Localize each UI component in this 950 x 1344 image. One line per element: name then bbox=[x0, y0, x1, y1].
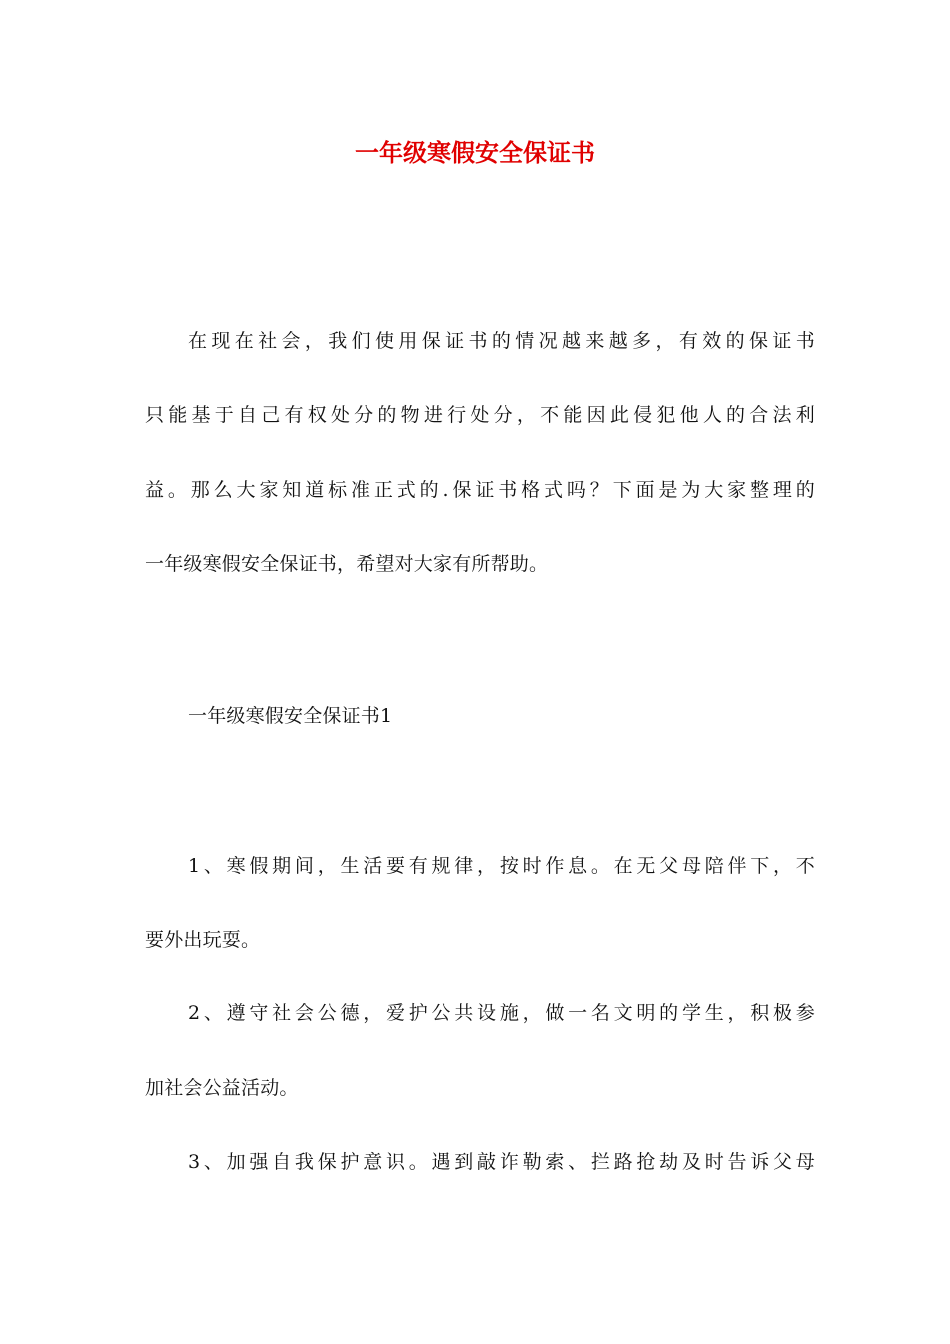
item-line: 加社会公益活动。 bbox=[145, 1077, 299, 1099]
document-title: 一年级寒假安全保证书 bbox=[355, 138, 595, 167]
item-line: 1、寒假期间，生活要有规律，按时作息。在无父母陪伴下，不 bbox=[188, 855, 815, 877]
item-line: 2、遵守社会公德，爱护公共设施，做一名文明的学生，积极参 bbox=[188, 1002, 815, 1024]
section-heading: 一年级寒假安全保证书1 bbox=[188, 705, 393, 727]
item-line: 3、加强自我保护意识。遇到敲诈勒索、拦路抢劫及时告诉父母 bbox=[188, 1151, 815, 1173]
intro-line: 在现在社会，我们使用保证书的情况越来越多，有效的保证书 bbox=[188, 330, 815, 352]
intro-line: 一年级寒假安全保证书，希望对大家有所帮助。 bbox=[145, 553, 549, 575]
item-line: 要外出玩耍。 bbox=[145, 929, 261, 951]
intro-line: 只能基于自己有权处分的物进行处分，不能因此侵犯他人的合法利 bbox=[145, 404, 815, 426]
intro-line: 益。那么大家知道标准正式的.保证书格式吗？下面是为大家整理的 bbox=[145, 479, 815, 501]
